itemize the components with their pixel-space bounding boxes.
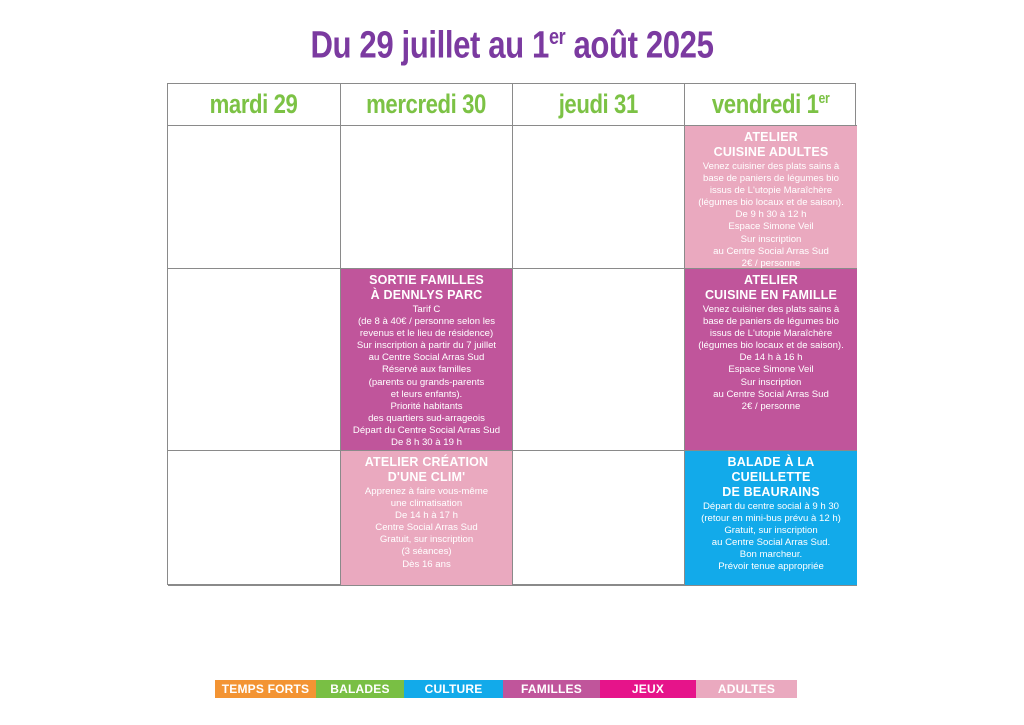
title-sup: er xyxy=(548,24,566,49)
event-atelier-cuisine-famille xyxy=(685,269,857,451)
empty-cell xyxy=(168,451,341,586)
event-details: Apprenez à faire vous-même une climatisation De 14 h à 17 h Centre Social Arras Sud Gratuit, sur inscription (3 séances) Dès 16 ans xyxy=(364,486,489,570)
legend-culture: CULTURE xyxy=(404,680,503,698)
event-title: SORTIE FAMILLES À DENNLYS PARC xyxy=(369,273,484,302)
legend-jeux: JEUX xyxy=(600,680,696,698)
day-header-thursday: jeudi 31 xyxy=(513,84,685,126)
empty-cell xyxy=(168,126,341,269)
event-atelier-cuisine-adultes xyxy=(685,126,857,269)
event-balade-cueillette xyxy=(685,451,857,586)
event-title: ATELIER CRÉATION D'UNE CLIM' xyxy=(364,455,489,484)
legend-balades: BALADES xyxy=(316,680,404,698)
empty-cell xyxy=(513,126,685,269)
event-atelier-creation-clim xyxy=(341,451,513,586)
event-details: Venez cuisiner des plats sains à base de paniers de légumes bio issus de L'utopie Maraîchère (légumes bio locaux et de saison). De 14 h à 16 h Espace Simone Veil Sur inscription au Centre Social Arras Sud 2€ / personne xyxy=(698,304,844,412)
day-header-friday: vendredi 1er xyxy=(685,84,857,126)
empty-cell xyxy=(513,451,685,586)
empty-cell xyxy=(168,269,341,451)
day-header-wednesday: mercredi 30 xyxy=(341,84,513,126)
event-details: Tarif C (de 8 à 40€ / personne selon les revenus et le lieu de résidence) Sur inscription à partir du 7 juillet au Centre Social Arras Sud Réservé aux familles (parents ou grands-parents et leurs enfants). Priorité habitants des quartiers sud-arrageois Départ du Centre Social Arras Sud De 8 h 30 à 19 h xyxy=(352,304,501,449)
empty-cell xyxy=(513,269,685,451)
event-details: Venez cuisiner des plats sains à base de paniers de légumes bio issus de L'utopie Maraîchère (légumes bio locaux et de saison). De 9 h 30 à 12 h Espace Simone Veil Sur inscription au Centre Social Arras Sud 2€ / personne xyxy=(698,161,844,269)
schedule-table xyxy=(167,83,856,585)
event-title: ATELIER CUISINE ADULTES xyxy=(713,130,829,159)
legend-familles: FAMILLES xyxy=(503,680,600,698)
event-title: BALADE À LA CUEILLETTE DE BEAURAINS xyxy=(722,455,820,499)
event-sortie-familles xyxy=(341,269,513,451)
legend-temps-forts: TEMPS FORTS xyxy=(215,680,316,698)
page-title xyxy=(92,24,932,68)
day-header-tuesday: mardi 29 xyxy=(168,84,341,126)
legend-adultes: ADULTES xyxy=(696,680,797,698)
title-text-end: août 2025 xyxy=(565,24,714,67)
event-details: Départ du centre social à 9 h 30 (retour en mini-bus prévu à 12 h) Gratuit, sur inscription au Centre Social Arras Sud. Bon marcheur. Prévoir tenue appropriée xyxy=(701,501,841,573)
empty-cell xyxy=(341,126,513,269)
event-title: ATELIER CUISINE EN FAMILLE xyxy=(704,273,838,302)
title-text: Du 29 juillet au 1 xyxy=(310,24,549,67)
category-legend xyxy=(215,680,797,698)
